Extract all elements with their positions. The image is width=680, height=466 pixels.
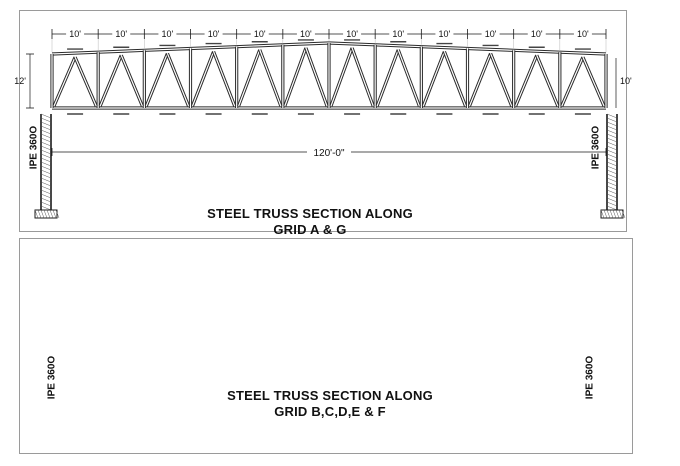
diagonal-member-top-core (331, 48, 352, 106)
section-title-bottom-line1: STEEL TRUSS SECTION ALONG (227, 388, 433, 403)
column-hatch-right-top (607, 154, 617, 158)
diagonal-member-top-core (239, 50, 260, 106)
bay-label-top: 10' (392, 29, 405, 39)
bay-label-top: 10' (207, 29, 220, 39)
diagonal-member-top-core (260, 50, 281, 106)
diagonal-member-top-core (562, 57, 583, 106)
column-hatch-left-top (41, 130, 51, 134)
section-title-bottom-line2: GRID B,C,D,E & F (274, 404, 386, 419)
column-hatch-left-top (41, 114, 51, 118)
diagonal-member-top-core (167, 53, 188, 106)
column-hatch-left-top (41, 118, 51, 122)
bay-label-top: 10' (69, 29, 81, 39)
diagonal-member-top-core (75, 57, 96, 106)
column-hatch-left-top (41, 154, 51, 158)
column-hatch-right-top (607, 206, 617, 210)
column-hatch-left-top (41, 158, 51, 162)
column-label-left-bottom: IPE 360O (46, 355, 58, 400)
column-hatch-right-top (607, 166, 617, 170)
diagonal-member-top-core (444, 52, 465, 106)
diagonal-member-top-core (398, 50, 419, 106)
diagonal-member-top-core (537, 55, 558, 106)
diagonal-member-top-core (146, 53, 167, 106)
column-hatch-left-top (41, 166, 51, 170)
column-hatch-left-top (41, 178, 51, 182)
diagonal-member-top-core (583, 57, 604, 106)
column-hatch-right-top (607, 142, 617, 146)
column-hatch-right-top (607, 178, 617, 182)
column-hatch-right-top (607, 150, 617, 154)
column-hatch-right-top (607, 130, 617, 134)
column-hatch-left-top (41, 170, 51, 174)
diagonal-member-top-core (470, 53, 491, 106)
column-hatch-right-top (607, 146, 617, 150)
column-hatch-right-top (607, 134, 617, 138)
column-hatch-left-top (41, 202, 51, 206)
bay-label-top: 10' (300, 29, 312, 39)
column-label-right-bottom: IPE 360O (584, 355, 596, 400)
column-label-right-top: IPE 360O (590, 125, 602, 170)
column-hatch-left-top (41, 190, 51, 194)
column-hatch-left-top (41, 134, 51, 138)
column-hatch-left-top (41, 182, 51, 186)
column-hatch-left-top (41, 138, 51, 142)
column-hatch-right-top (607, 202, 617, 206)
column-hatch-right-top (607, 174, 617, 178)
diagonal-member-top-core (121, 55, 142, 106)
column-hatch-right-top (607, 194, 617, 198)
column-hatch-left-top (41, 206, 51, 210)
column-hatch-left-top (41, 142, 51, 146)
bay-label-top: 10' (438, 29, 451, 39)
height-label-left-top: 12' (14, 76, 26, 86)
column-hatch-left-top (41, 194, 51, 198)
column-hatch-right-top (607, 118, 617, 122)
diagonal-member-top-core (54, 57, 75, 106)
span-label-top: 120'-0" (313, 148, 345, 159)
bay-label-top: 10' (484, 29, 497, 39)
section-title-top-line2: GRID A & G (273, 222, 347, 237)
column-hatch-left-top (41, 174, 51, 178)
height-label-right-top: 10' (620, 76, 632, 86)
column-hatch-right-top (607, 114, 617, 118)
diagonal-member-top-core (423, 52, 444, 106)
diagonal-member-top-core (516, 55, 537, 106)
column-hatch-right-top (607, 126, 617, 130)
diagonal-member-top-core (285, 48, 306, 106)
diagonal-member-top-core (377, 50, 398, 106)
column-hatch-right-top (607, 138, 617, 142)
bay-label-top: 10' (253, 29, 266, 39)
column-hatch-left-top (41, 198, 51, 202)
bay-label-top: 10' (577, 29, 589, 39)
column-hatch-right-top (607, 190, 617, 194)
column-label-left-top: IPE 360O (28, 125, 40, 170)
bay-label-top: 10' (530, 29, 543, 39)
column-hatch-right-top (607, 186, 617, 190)
column-hatch-left-top (41, 126, 51, 130)
diagonal-member-top-core (100, 55, 121, 106)
column-hatch-right-top (607, 158, 617, 162)
column-hatch-left-top (41, 186, 51, 190)
column-hatch-right-top (607, 162, 617, 166)
column-hatch-left-top (41, 146, 51, 150)
diagonal-member-top-core (491, 53, 512, 106)
diagonal-member-top-core (352, 48, 373, 106)
column-hatch-left-top (41, 122, 51, 126)
column-hatch-right-top (607, 122, 617, 126)
diagonal-member-top-core (193, 52, 214, 106)
section-title-top-line1: STEEL TRUSS SECTION ALONG (207, 206, 413, 221)
diagonal-member-top-core (306, 48, 327, 106)
drawing-sheet-bottom (19, 238, 633, 454)
column-hatch-right-top (607, 198, 617, 202)
bay-label-top: 10' (115, 29, 128, 39)
column-hatch-left-top (41, 150, 51, 154)
bay-label-top: 10' (346, 29, 358, 39)
diagonal-member-top-core (214, 52, 235, 106)
bay-label-top: 10' (161, 29, 174, 39)
column-hatch-right-top (607, 170, 617, 174)
column-hatch-right-top (607, 182, 617, 186)
column-hatch-left-top (41, 162, 51, 166)
